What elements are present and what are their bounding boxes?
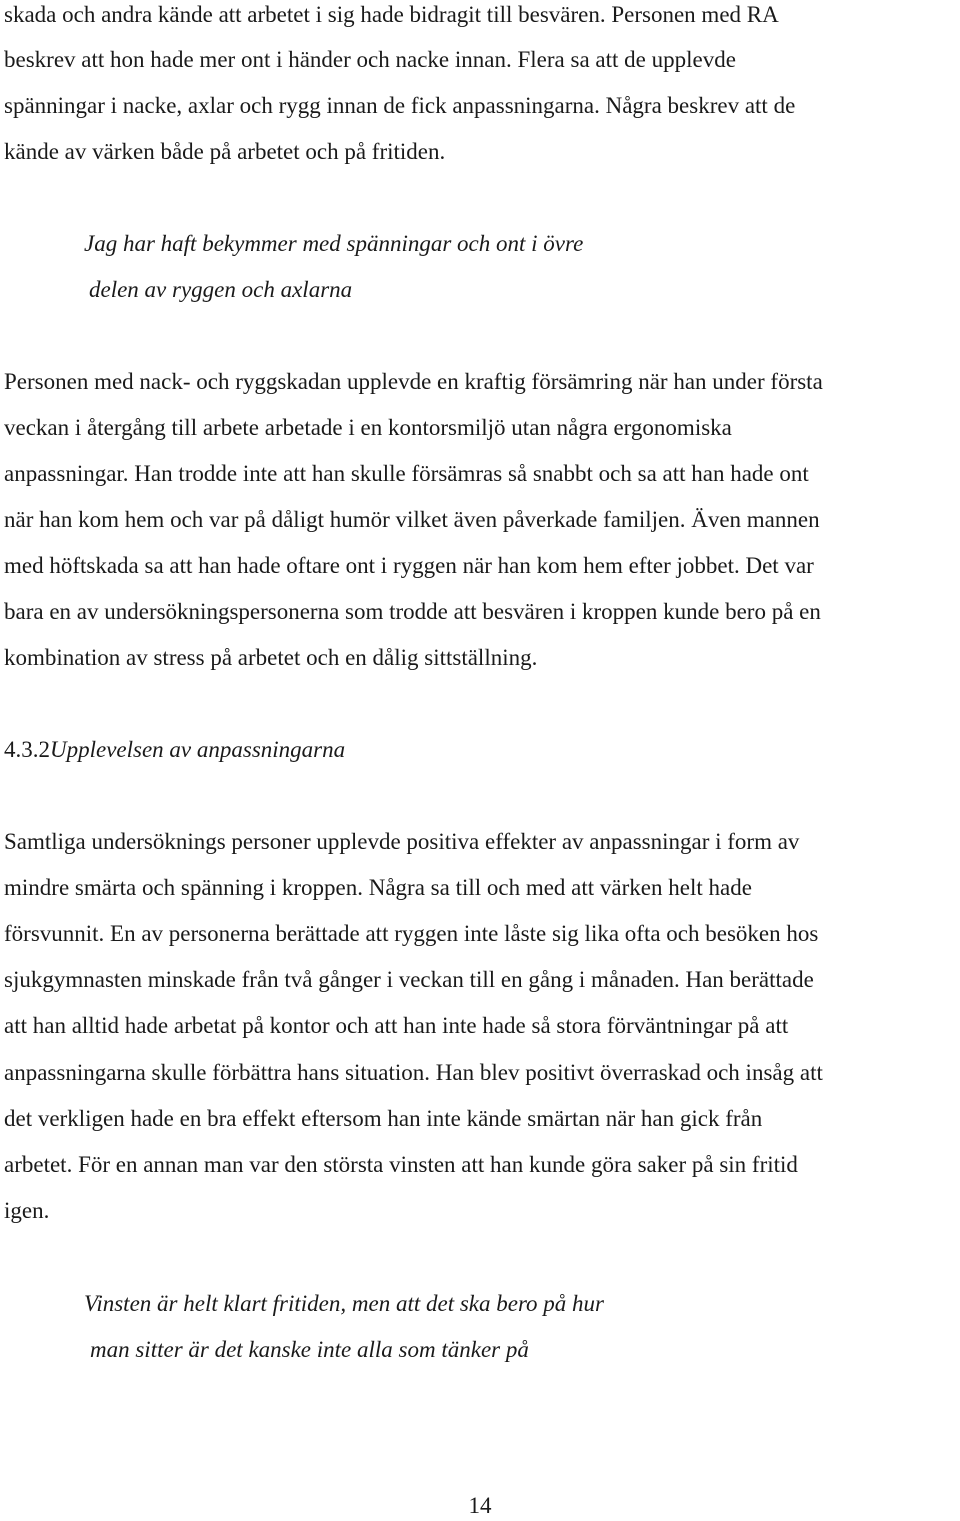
- text-line: beskrev att hon hade mer ont i händer och nacke innan. Flera sa att de upplevde: [4, 47, 736, 72]
- text-line: anpassningar. Han trodde inte att han skulle försämras så snabbt och sa att han hade ont: [4, 461, 809, 486]
- text-line: skada och andra kände att arbetet i sig hade bidragit till besvären. Personen med RA: [4, 2, 779, 27]
- text-line: att han alltid hade arbetat på kontor och att han inte hade så stora förväntningar på att: [4, 1013, 789, 1038]
- text-line: arbetet. För en annan man var den största vinsten att han kunde göra saker på sin fritid: [4, 1152, 798, 1177]
- quote-line: Vinsten är helt klart fritiden, men att det ska bero på hur: [84, 1291, 604, 1316]
- text-line: kände av värken både på arbetet och på fritiden.: [4, 139, 446, 164]
- quote-line: man sitter är det kanske inte alla som tänker på: [90, 1337, 529, 1362]
- text-line: försvunnit. En av personerna berättade att ryggen inte låste sig lika ofta och besöken hos: [4, 921, 819, 946]
- text-line: igen.: [4, 1198, 50, 1223]
- section-title: Upplevelsen av anpassningarna: [50, 737, 346, 762]
- quote-line: Jag har haft bekymmer med spänningar och ont i övre: [84, 231, 584, 256]
- text-line: det verkligen hade en bra effekt eftersom han inte kände smärtan när han gick från: [4, 1106, 763, 1131]
- text-line: veckan i återgång till arbete arbetade i en kontorsmiljö utan några ergonomiska: [4, 415, 732, 440]
- section-heading: [4, 735, 345, 765]
- text-line: mindre smärta och spänning i kroppen. Några sa till och med att värken helt hade: [4, 875, 752, 900]
- text-line: kombination av stress på arbetet och en dålig sittställning.: [4, 645, 538, 670]
- quote-line: delen av ryggen och axlarna: [89, 277, 353, 302]
- text-line: när han kom hem och var på dåligt humör vilket även påverkade familjen. Även mannen: [4, 507, 820, 532]
- text-line: Samtliga undersöknings personer upplevde positiva effekter av anpassningar i form av: [4, 829, 800, 854]
- text-line: anpassningarna skulle förbättra hans situation. Han blev positivt överraskad och insåg att: [4, 1060, 823, 1085]
- text-line: sjukgymnasten minskade från två gånger i veckan till en gång i månaden. Han berättade: [4, 967, 814, 992]
- text-line: bara en av undersökningspersonerna som trodde att besvären i kroppen kunde bero på en: [4, 599, 821, 624]
- page-number: 14: [468, 1493, 492, 1518]
- text-line: med höftskada sa att han hade oftare ont i ryggen när han kom hem efter jobbet. Det var: [4, 553, 814, 578]
- section-number: 4.3.2: [4, 737, 50, 762]
- text-line: spänningar i nacke, axlar och rygg innan de fick anpassningarna. Några beskrev att de: [4, 93, 796, 118]
- text-line: Personen med nack- och ryggskadan upplevde en kraftig försämring när han under första: [4, 369, 823, 394]
